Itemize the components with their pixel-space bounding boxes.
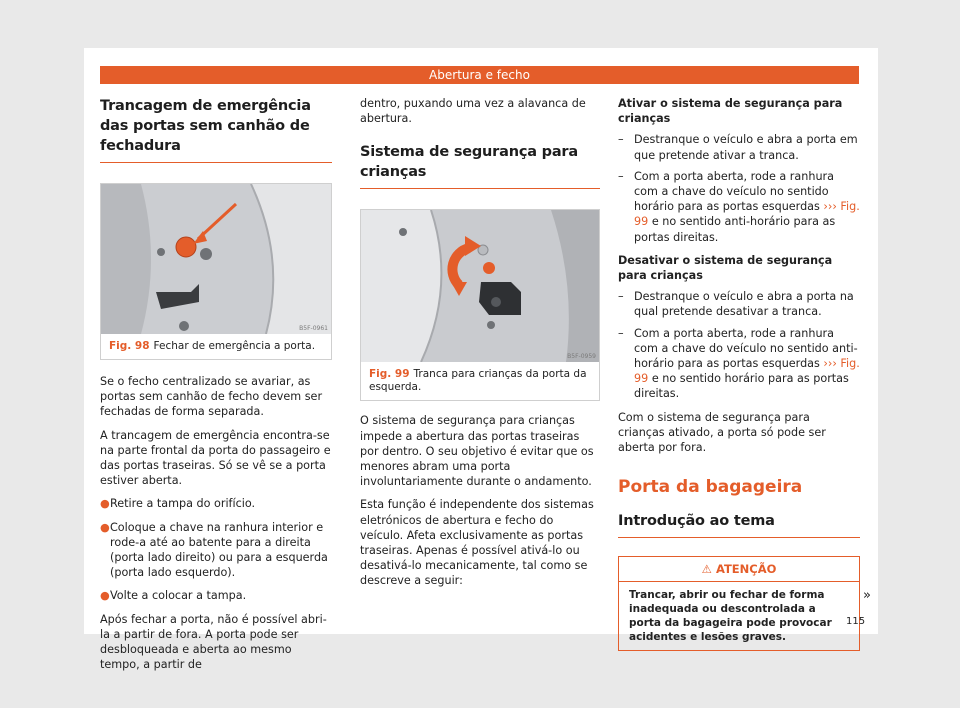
heading-child-safety: Sistema de segurança para crianças xyxy=(360,142,600,189)
bullet-item xyxy=(100,588,332,603)
figure-98-number: Fig. 98 xyxy=(109,340,150,352)
step-text: Com a porta aberta, rode a ranhura com a chave do veículo no sentido horário para as portas esquerdas xyxy=(634,169,834,214)
dash-marker: – xyxy=(618,169,624,183)
paragraph: Com o sistema de segurança para crianças ativado, a porta só pode ser aberta por fora. xyxy=(618,410,826,455)
bullet-text: Retire a tampa do orifício. xyxy=(110,497,256,511)
step-text: e no sentido anti-horário para as portas direitas. xyxy=(634,215,836,244)
paragraph: O sistema de segurança para crianças impede a abertura das portas traseiras por dentro. O seu objetivo é evitar que os menores abram uma porta involuntariamente durante o andamento. xyxy=(360,414,594,489)
heading-emergency-lock: Trancagem de emergência das portas sem canhão de fechadura xyxy=(100,96,332,163)
section-header: Abertura e fecho xyxy=(100,66,859,84)
bullet-icon: ● xyxy=(100,589,110,603)
warning-header xyxy=(619,557,859,582)
step-text: Com a porta aberta, rode a ranhura com a chave do veículo no sentido anti-horário para as portas esquerdas xyxy=(634,326,858,371)
column-left xyxy=(100,96,332,680)
paragraph: A trancagem de emergência encontra-se na parte frontal da porta do passageiro e das portas traseiras. Só se vê se a porta estiver aberta. xyxy=(100,428,331,488)
step-item xyxy=(618,132,860,162)
paragraph: Após fechar a porta, não é possível abri-la a partir de fora. A porta pode ser desbloqueada e aberta ao mesmo tempo, a partir de xyxy=(100,612,327,672)
step-text: Destranque o veículo e abra a porta na qual pretende desativar a tranca. xyxy=(634,290,854,319)
continue-marker: » xyxy=(863,588,871,603)
fig-99-link[interactable]: ››› Fig. 99 xyxy=(634,357,860,386)
figure-98-caption-text: Fechar de emergência a porta. xyxy=(153,340,316,352)
warning-title: ATENÇÃO xyxy=(715,562,777,577)
warning-icon: ⚠ xyxy=(701,562,712,577)
dash-marker: – xyxy=(618,326,624,340)
bullet-icon: ● xyxy=(100,497,110,511)
step-text: Destranque o veículo e abra a porta em que pretende ativar a tranca. xyxy=(634,133,858,162)
figure-99-image xyxy=(361,210,599,362)
paragraph: Se o fecho centralizado se avariar, as portas sem canhão de fecho devem ser fechadas de forma separada. xyxy=(100,375,323,419)
figure-99-caption-text: Tranca para crianças da porta da esquerda. xyxy=(369,368,587,394)
fig-99-link[interactable]: ››› Fig. 99 xyxy=(634,200,860,229)
child-lock-illustration xyxy=(361,210,599,362)
figure-99-code: B5F-0959 xyxy=(567,353,596,361)
bullet-text: Volte a colocar a tampa. xyxy=(110,589,247,603)
column-right xyxy=(618,96,860,651)
figure-99-number: Fig. 99 xyxy=(369,368,410,381)
warning-text: Trancar, abrir ou fechar de forma inadequada ou descontrolada a porta da bagageira pode provocar acidentes e lesões graves. xyxy=(629,589,832,644)
figure-98-caption xyxy=(101,334,331,359)
subheading-deactivate: Desativar o sistema de segurança para crianças xyxy=(618,253,833,283)
step-text: e no sentido horário para as portas direitas. xyxy=(634,372,849,401)
bullet-text: Coloque a chave na ranhura interior e rode-a até ao batente para a direita (porta lado direito) ou para a esquerda (porta lado esquerdo). xyxy=(110,520,328,580)
paragraph: Esta função é independente dos sistemas eletrónicos de abertura e fecho do veículo. Afeta exclusivamente as portas traseiras. Apenas é possível ativá-lo ou desativá-lo mecanicamente, tal como se descreve a seguir: xyxy=(360,498,594,588)
column-middle xyxy=(360,96,600,597)
heading-tailgate: Porta da bagageira xyxy=(618,477,803,498)
dash-marker: – xyxy=(618,290,624,304)
paragraph: dentro, puxando uma vez a alavanca de abertura. xyxy=(360,97,586,126)
warning-box xyxy=(618,556,860,651)
bullet-item xyxy=(100,520,332,581)
figure-98 xyxy=(100,183,332,360)
heading-introduction: Introdução ao tema xyxy=(618,511,860,538)
subheading-activate: Ativar o sistema de segurança para crianças xyxy=(618,97,843,126)
door-emergency-lock-illustration xyxy=(101,184,331,334)
dash-marker: – xyxy=(618,133,624,147)
figure-99 xyxy=(360,209,600,401)
bullet-icon: ● xyxy=(100,520,110,534)
figure-98-code: B5F-0961 xyxy=(299,325,328,332)
figure-99-caption xyxy=(361,362,599,400)
step-item xyxy=(618,289,860,319)
step-item xyxy=(618,169,860,245)
bullet-item xyxy=(100,496,332,511)
step-item xyxy=(618,326,860,402)
figure-98-image xyxy=(101,184,331,334)
page-number: 115 xyxy=(846,616,866,627)
